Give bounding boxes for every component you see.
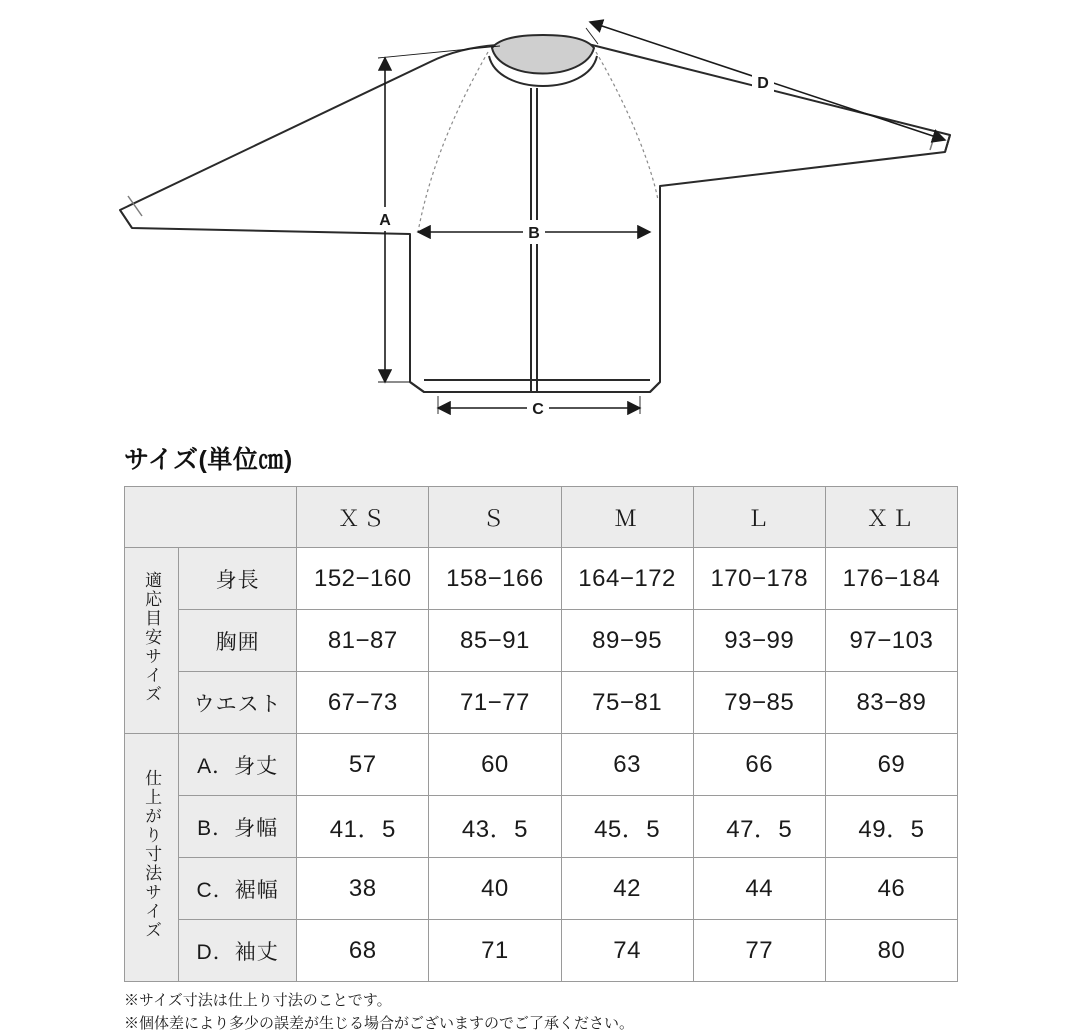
cell-body-width-m: 45．5 bbox=[561, 796, 693, 858]
table-row bbox=[125, 858, 958, 920]
cell-body-length-m: 63 bbox=[561, 734, 693, 796]
cell-sleeve-length-s: 71 bbox=[429, 920, 561, 982]
cell-hem-width-l: 44 bbox=[693, 858, 825, 920]
cell-waist-l: 79−85 bbox=[693, 672, 825, 734]
cell-waist-xl: 83−89 bbox=[825, 672, 957, 734]
label-d: D bbox=[757, 75, 769, 92]
cell-body-length-xl: 69 bbox=[825, 734, 957, 796]
size-table-title: サイズ(単位㎝) bbox=[124, 440, 1080, 476]
table-row bbox=[125, 548, 958, 610]
garment-outline bbox=[120, 35, 950, 392]
row-label-height: 身長 bbox=[179, 548, 297, 610]
note-1: ※サイズ寸法は仕上り寸法のことです。 bbox=[124, 990, 1080, 1013]
label-b: B bbox=[528, 225, 540, 242]
cell-waist-s: 71−77 bbox=[429, 672, 561, 734]
cell-body-length-xs: 57 bbox=[297, 734, 429, 796]
row-label-chest: 胸囲 bbox=[179, 610, 297, 672]
cell-hem-width-m: 42 bbox=[561, 858, 693, 920]
cell-chest-m: 89−95 bbox=[561, 610, 693, 672]
table-corner-cell bbox=[125, 487, 297, 548]
garment-measurement-diagram bbox=[0, 0, 1080, 440]
cell-body-width-xl: 49．5 bbox=[825, 796, 957, 858]
table-row bbox=[125, 672, 958, 734]
cell-height-l: 170−178 bbox=[693, 548, 825, 610]
size-table bbox=[124, 486, 958, 982]
size-header-xs: ＸＳ bbox=[297, 487, 429, 548]
measure-line-c bbox=[438, 396, 640, 420]
table-row bbox=[125, 734, 958, 796]
cell-chest-xs: 81−87 bbox=[297, 610, 429, 672]
cell-body-width-l: 47．5 bbox=[693, 796, 825, 858]
table-header-row bbox=[125, 487, 958, 548]
cell-height-m: 164−172 bbox=[561, 548, 693, 610]
cell-hem-width-s: 40 bbox=[429, 858, 561, 920]
cell-body-length-l: 66 bbox=[693, 734, 825, 796]
row-label-waist: ウエスト bbox=[179, 672, 297, 734]
label-a: A bbox=[379, 212, 391, 229]
row-label-body-width: B．身幅 bbox=[179, 796, 297, 858]
cell-height-xs: 152−160 bbox=[297, 548, 429, 610]
cell-chest-xl: 97−103 bbox=[825, 610, 957, 672]
cell-height-xl: 176−184 bbox=[825, 548, 957, 610]
row-label-sleeve-length: D．袖丈 bbox=[179, 920, 297, 982]
cell-waist-m: 75−81 bbox=[561, 672, 693, 734]
group-label-fit bbox=[125, 548, 179, 734]
note-2: ※個体差により多少の誤差が生じる場合がございますのでご了承ください。 bbox=[124, 1013, 1080, 1035]
cell-height-s: 158−166 bbox=[429, 548, 561, 610]
size-header-s: Ｓ bbox=[429, 487, 561, 548]
table-row bbox=[125, 610, 958, 672]
cell-body-length-s: 60 bbox=[429, 734, 561, 796]
size-header-l: Ｌ bbox=[693, 487, 825, 548]
cell-sleeve-length-m: 74 bbox=[561, 920, 693, 982]
size-header-xl: ＸＬ bbox=[825, 487, 957, 548]
table-row bbox=[125, 920, 958, 982]
cell-sleeve-length-l: 77 bbox=[693, 920, 825, 982]
table-notes bbox=[124, 990, 1080, 1035]
garment-illustration bbox=[0, 0, 1080, 440]
cell-hem-width-xl: 46 bbox=[825, 858, 957, 920]
row-label-body-length: A．身丈 bbox=[179, 734, 297, 796]
size-table-section bbox=[0, 440, 1080, 1035]
cell-hem-width-xs: 38 bbox=[297, 858, 429, 920]
cell-chest-l: 93−99 bbox=[693, 610, 825, 672]
group-label-fit-text: 適応目安サイズ bbox=[141, 571, 162, 704]
size-header-m: Ｍ bbox=[561, 487, 693, 548]
group-label-finished-text: 仕上がり寸法サイズ bbox=[141, 769, 162, 940]
cell-sleeve-length-xs: 68 bbox=[297, 920, 429, 982]
row-label-hem-width: C．裾幅 bbox=[179, 858, 297, 920]
cell-body-width-s: 43．5 bbox=[429, 796, 561, 858]
group-label-finished bbox=[125, 734, 179, 982]
label-c: C bbox=[532, 401, 544, 418]
cell-chest-s: 85−91 bbox=[429, 610, 561, 672]
table-row bbox=[125, 796, 958, 858]
cell-waist-xs: 67−73 bbox=[297, 672, 429, 734]
cell-body-width-xs: 41．5 bbox=[297, 796, 429, 858]
cell-sleeve-length-xl: 80 bbox=[825, 920, 957, 982]
